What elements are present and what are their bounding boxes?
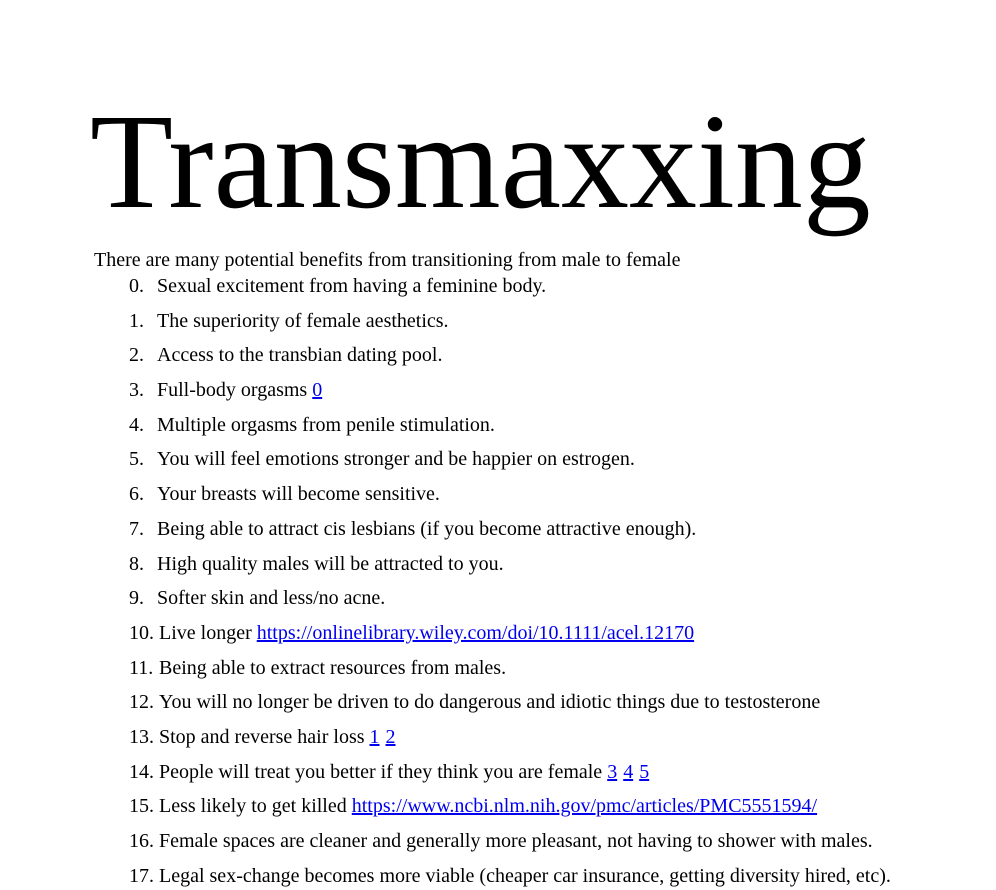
list-item-number: 12. (129, 691, 154, 714)
reference-link[interactable]: 5 (639, 760, 650, 783)
list-item-number: 15. (129, 795, 154, 818)
list-item-text: The superiority of female aesthetics. (157, 309, 449, 332)
reference-link[interactable]: https://onlinelibrary.wiley.com/doi/10.1111/acel.12170 (256, 621, 695, 644)
list-item (129, 860, 891, 890)
page-title: Transmaxxing (90, 87, 871, 237)
list-item-number: 11. (129, 656, 154, 679)
list-item (129, 409, 891, 444)
list-item-text: Female spaces are cleaner and generally more pleasant, not having to shower with males. (159, 830, 873, 852)
list-item (129, 825, 891, 860)
list-item-text: You will feel emotions stronger and be happier on estrogen. (157, 448, 635, 471)
list-item (129, 686, 891, 721)
reference-link[interactable]: 4 (623, 760, 634, 783)
list-item-number: 7. (129, 517, 144, 540)
list-item (129, 270, 891, 305)
list-item-text: You will no longer be driven to do dangerous and idiotic things due to testosterone (159, 691, 821, 714)
list-item (129, 305, 891, 340)
list-item (129, 790, 891, 825)
list-item-number: 3. (129, 379, 144, 402)
list-item-text: Sexual excitement from having a feminine body. (157, 275, 547, 297)
list-item-number: 8. (129, 552, 144, 575)
list-item-number: 10. (129, 621, 154, 644)
benefits-list (129, 270, 891, 890)
list-item-text: Softer skin and less/no acne. (157, 587, 386, 610)
list-item-number: 2. (129, 344, 144, 367)
list-item (129, 721, 891, 756)
reference-link[interactable]: 0 (312, 379, 323, 402)
reference-link[interactable]: https://www.ncbi.nlm.nih.gov/pmc/articles/PMC5551594/ (351, 795, 818, 818)
list-item (129, 513, 891, 548)
list-item-text: Legal sex-change becomes more viable (cheaper car insurance, getting diversity hired, etc). (159, 864, 891, 887)
list-item-number: 13. (129, 725, 154, 748)
list-item-text: People will treat you better if they think you are female (159, 760, 608, 783)
list-item-number: 6. (129, 483, 144, 506)
list-item (129, 339, 891, 374)
list-item (129, 478, 891, 513)
list-item (129, 652, 891, 687)
list-item-number: 4. (129, 413, 144, 436)
list-item-text: Full-body orgasms (157, 379, 313, 402)
reference-link[interactable]: 3 (607, 760, 618, 783)
list-item-text: High quality males will be attracted to you. (157, 552, 504, 575)
list-item-number: 5. (129, 448, 144, 471)
list-item (129, 443, 891, 478)
list-item-number: 17. (129, 864, 154, 887)
list-item (129, 374, 891, 409)
list-item-text: Being able to attract cis lesbians (if you become attractive enough). (157, 517, 697, 540)
list-item-text: Stop and reverse hair loss (159, 725, 370, 748)
intro-text: There are many potential benefits from transitioning from male to female (94, 249, 681, 271)
list-item-number: 9. (129, 587, 144, 610)
list-item-text: Less likely to get killed (159, 795, 352, 818)
list-item-text: Being able to extract resources from males. (159, 656, 507, 679)
list-item-number: 14. (129, 760, 154, 783)
list-item (129, 548, 891, 583)
list-item-number: 16. (129, 830, 154, 852)
list-item (129, 582, 891, 617)
list-item-number: 0. (129, 275, 144, 297)
list-item-number: 1. (129, 309, 144, 332)
list-item-text: Live longer (159, 621, 257, 644)
list-item-text: Access to the transbian dating pool. (157, 344, 443, 367)
reference-link[interactable]: 2 (385, 725, 396, 748)
list-item (129, 617, 891, 652)
reference-link[interactable]: 1 (369, 725, 380, 748)
list-item-text: Your breasts will become sensitive. (157, 483, 440, 506)
list-item-text: Multiple orgasms from penile stimulation. (157, 413, 495, 436)
list-item (129, 756, 891, 791)
